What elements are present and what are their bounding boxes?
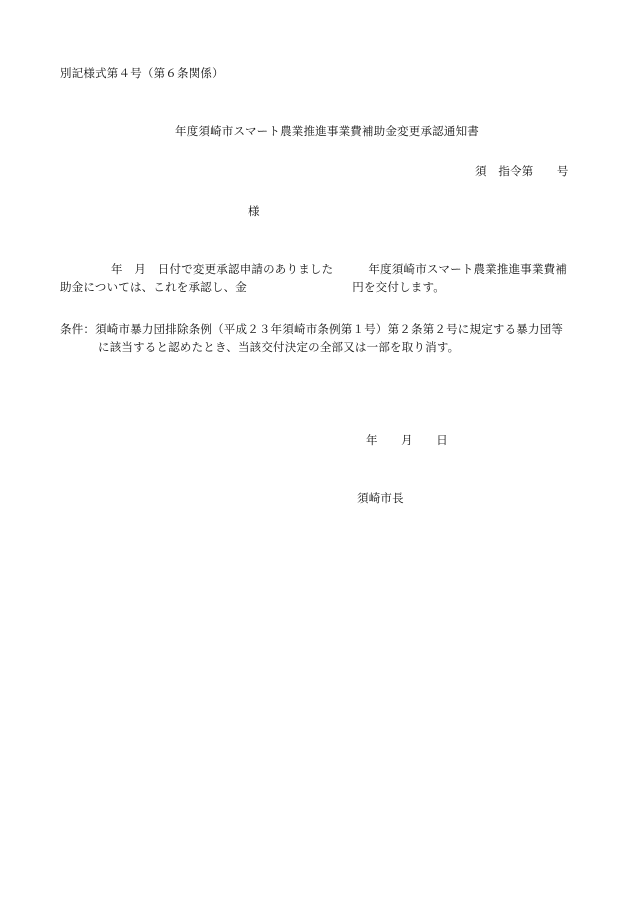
- condition-text-line-1: 条件：須崎市暴力団排除条例（平成２３年須崎市条例第１号）第２条第２号に規定する暴力団等: [60, 322, 564, 336]
- issuer-mayor: 須崎市長: [357, 491, 404, 505]
- body-text-line-1: 年 月 日付で変更承認申請のありました 年度須崎市スマート農業推進事業費補: [111, 262, 568, 276]
- form-number: 別記様式第４号（第６条関係）: [60, 66, 224, 80]
- addressee-honorific: 様: [248, 204, 260, 218]
- document-number: 須 指令第 号: [475, 164, 569, 178]
- issue-date: 年 月 日: [366, 433, 448, 447]
- body-text-line-2: 助金については、これを承認し、金 円を交付します。: [60, 280, 445, 294]
- document-title: 年度須崎市スマート農業推進事業費補助金変更承認通知書: [175, 124, 479, 138]
- condition-text-line-2: に該当すると認めたとき、当該交付決定の全部又は一部を取り消す。: [98, 340, 460, 354]
